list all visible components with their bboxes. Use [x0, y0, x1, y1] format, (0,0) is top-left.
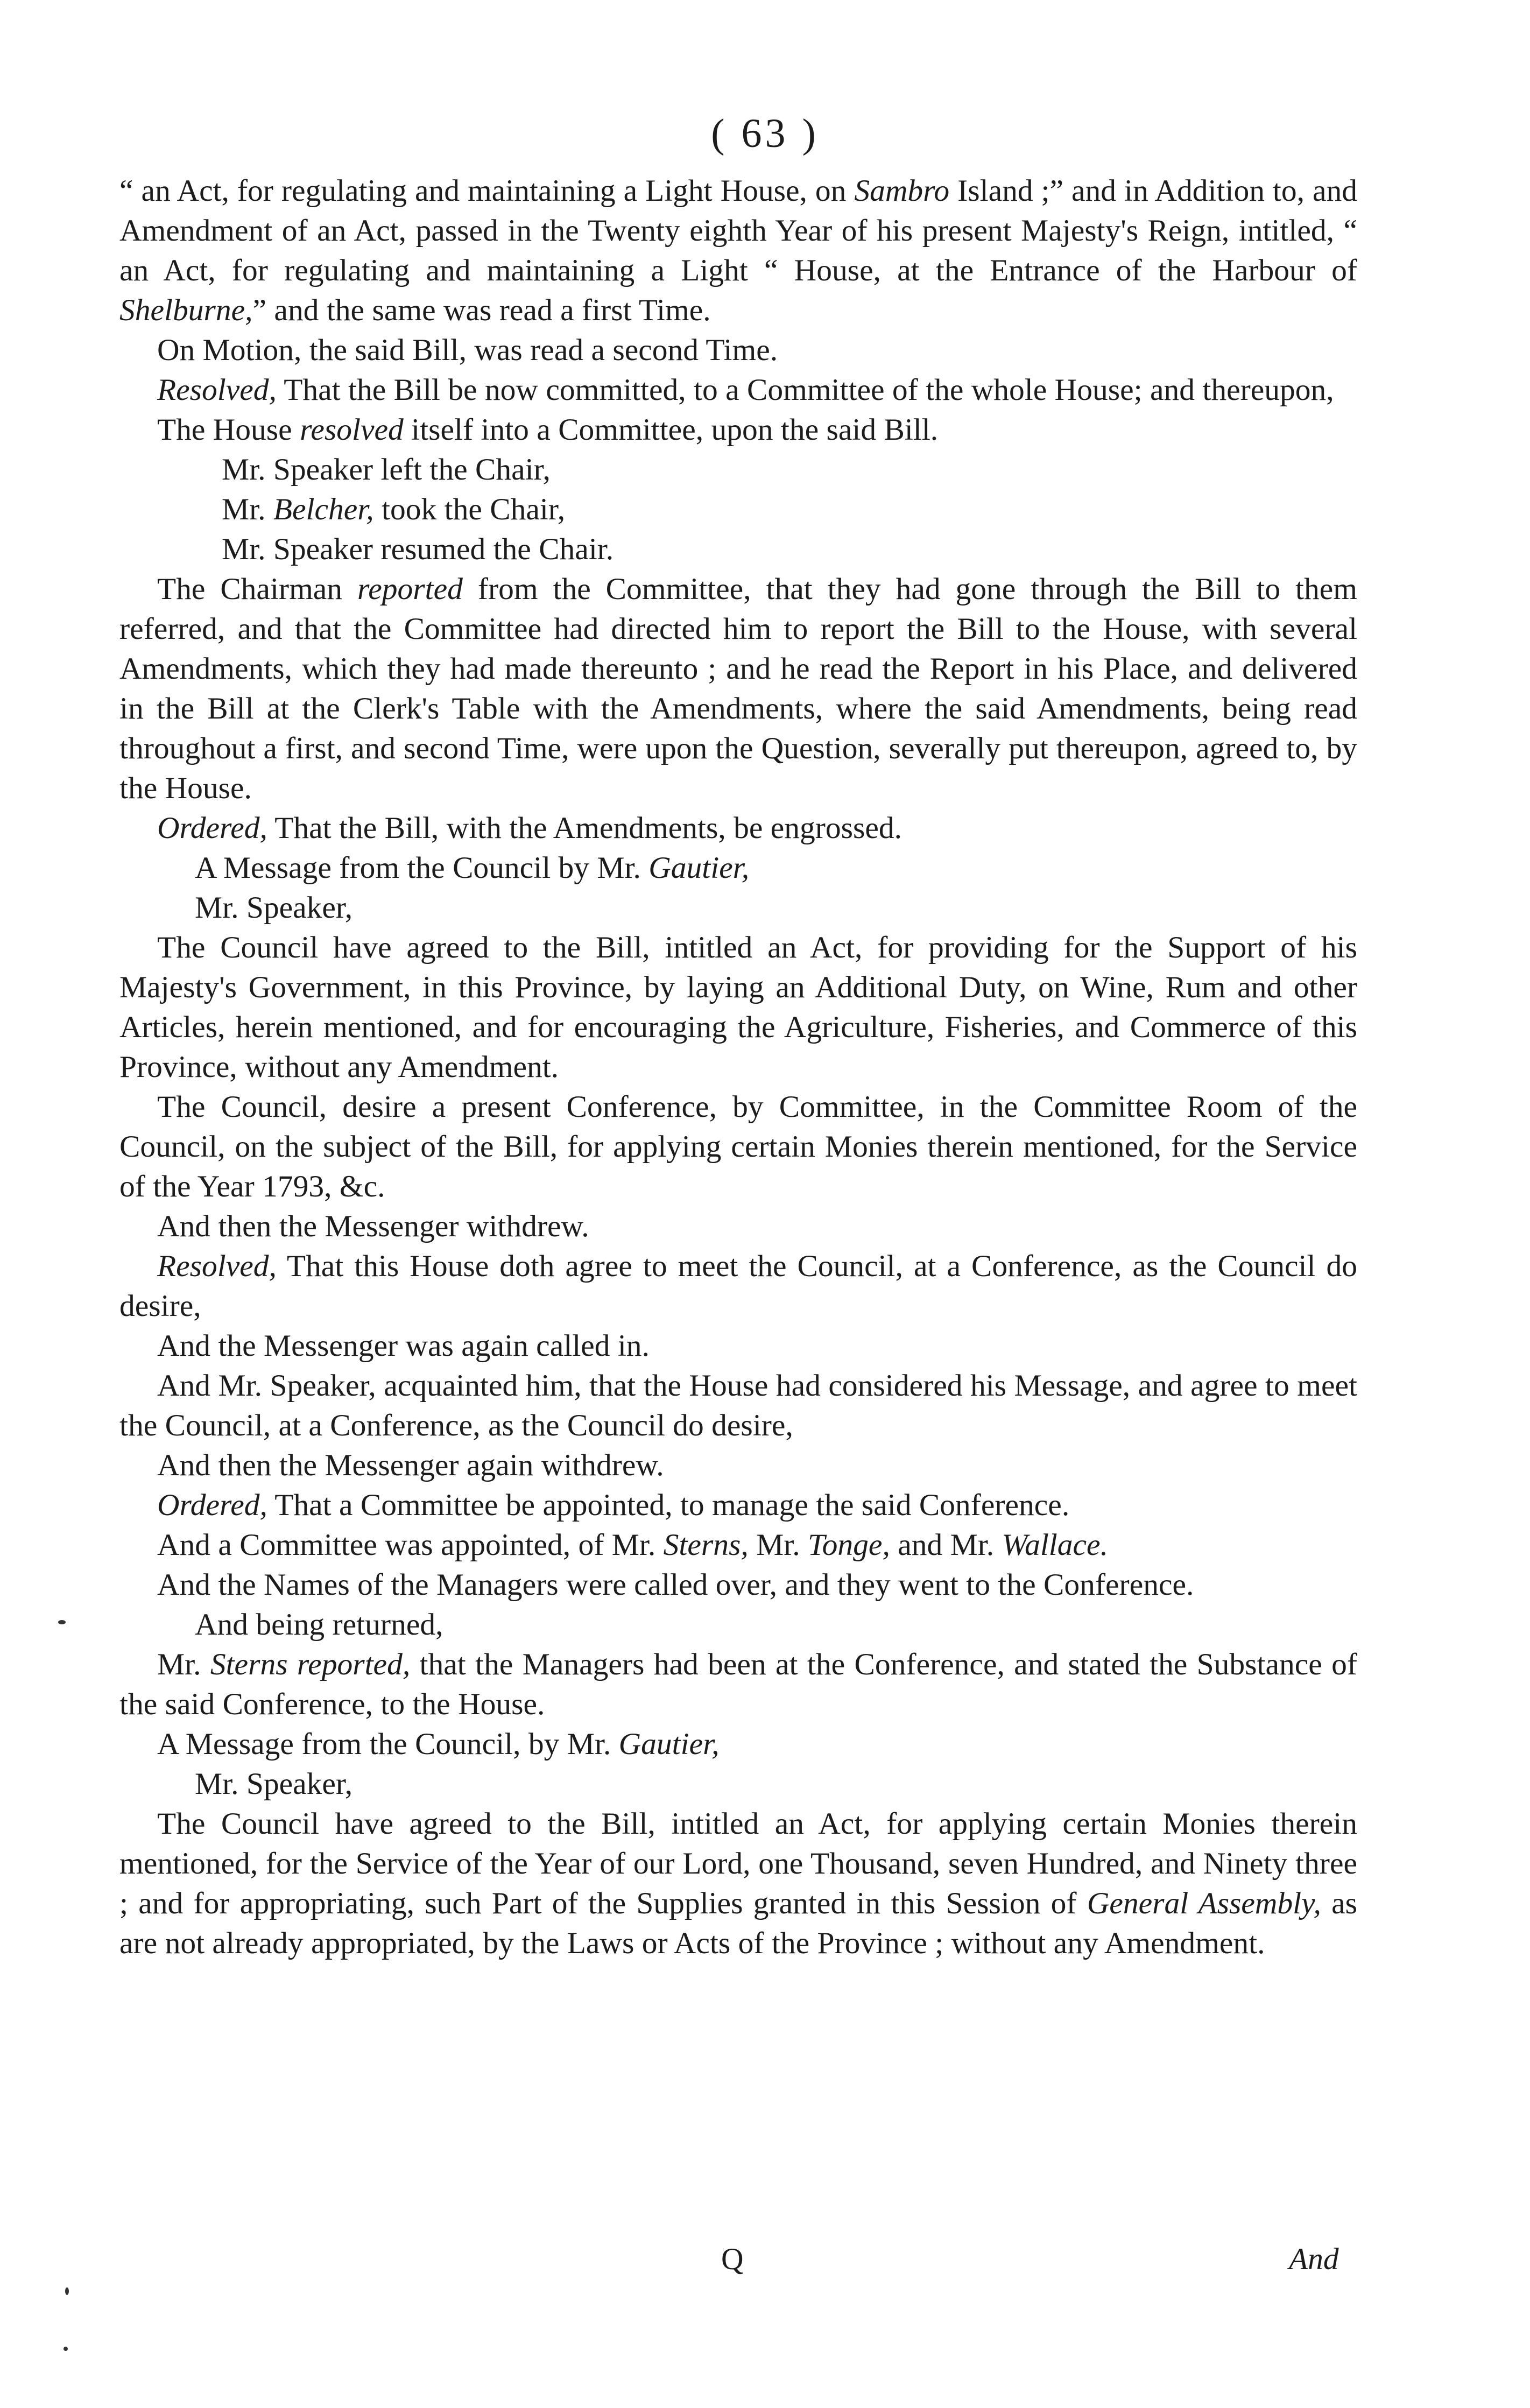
paragraph [119, 808, 1357, 848]
paragraph [119, 1565, 1357, 1605]
italic-text: Belcher, [273, 492, 374, 526]
italic-text: Sterns reported, [210, 1647, 411, 1681]
text-run: Mr. [748, 1528, 808, 1562]
text-run: that the Managers had been at the Conference, and stated the Substance of the said Conference, to the House. [119, 1647, 1358, 1721]
text-run: That this House doth agree to meet the Council, at a Conference, as the Council do desire, [119, 1249, 1357, 1323]
text-run: A Message from the Council by Mr. [195, 851, 649, 885]
italic-text: Ordered, [157, 1488, 267, 1522]
paragraph [119, 330, 1357, 370]
italic-text: Tonge, [807, 1528, 890, 1562]
italic-text: resolved [300, 413, 404, 447]
italic-text: Ordered, [157, 811, 267, 845]
text-run: A Message from the Council, by Mr. [157, 1727, 619, 1761]
page-footer [0, 2242, 1530, 2285]
text-run: Mr. Speaker resumed the Chair. [222, 532, 614, 566]
text-run: took the Chair, [373, 492, 566, 526]
text-run: The House [157, 413, 300, 447]
text-run: ” and the same was read a first Time. [252, 293, 711, 327]
text-run: Mr. Speaker, [195, 1767, 353, 1801]
text-run: And then the Messenger withdrew. [157, 1209, 589, 1243]
paragraph [119, 1207, 1357, 1247]
paragraph [119, 450, 1357, 490]
text-run: And Mr. Speaker, acquainted him, that the House had considered his Message, and agree to meet the Council, at a Conference, as the Council do desire, [119, 1369, 1357, 1442]
catchword: And [1289, 2242, 1339, 2276]
ink-speck [58, 1620, 66, 1624]
text-run: That a Committee be appointed, to manage the said Conference. [267, 1488, 1070, 1522]
italic-text: General Assembly, [1087, 1886, 1321, 1920]
text-run: And the Messenger was again called in. [157, 1329, 650, 1363]
italic-text: reported [357, 572, 463, 606]
paragraph [119, 1446, 1357, 1485]
paragraph [119, 1804, 1357, 1963]
page-number: ( 63 ) [711, 111, 819, 156]
text-run: Mr. [222, 492, 273, 526]
paragraph [119, 1247, 1357, 1326]
text-run: from the Committee, that they had gone through the Bill to them referred, and that the Committee had directed him to report the Bill to the House, with several Amendments, which they had made thereunto ; and he read the Report in his Place, and delivered in the Bill at the Clerk's Table with the Amendments, where the said Amendments, being read throughout a first, and second Time, were upon the Question, severally put thereupon, agreed to, by the House. [119, 572, 1358, 805]
text-run: And then the Messenger again withdrew. [157, 1448, 664, 1482]
paragraph [119, 848, 1357, 888]
text-run: The Council have agreed to the Bill, intitled an Act, for providing for the Support of his Majesty's Government, in this Province, by laying an Additional Duty, on Wine, Rum and other Articles, herein mentioned, and for encouraging the Agriculture, Fisheries, and Commerce of this Province, without any Amendment. [119, 931, 1357, 1084]
italic-text: Sterns, [663, 1528, 749, 1562]
text-run: Mr. Speaker, [195, 891, 353, 925]
paragraph [119, 410, 1357, 450]
paragraph [119, 370, 1357, 410]
italic-text: Gautier, [618, 1727, 720, 1761]
paragraph [119, 1485, 1357, 1525]
paragraph [119, 171, 1357, 330]
paragraph [119, 1764, 1357, 1804]
italic-text: Resolved, [157, 373, 277, 407]
text-run: And being returned, [195, 1608, 443, 1642]
paragraph [119, 569, 1357, 808]
italic-text: Wallace. [1002, 1528, 1108, 1562]
text-run: That the Bill be now committed, to a Committee of the whole House; and thereupon, [276, 373, 1334, 407]
text-run: as are not already appropriated, by the Laws or Acts of the Province ; without any Amendment. [119, 1886, 1357, 1960]
paragraph [119, 1087, 1357, 1207]
text-run: The Chairman [157, 572, 357, 606]
signature-mark: Q [721, 2242, 744, 2276]
ink-speck [65, 2287, 69, 2295]
text-run: “ an Act, for regulating and maintaining a Light House, on [119, 174, 855, 208]
text-run: Island ;” and in Addition to, and Amendment of an Act, passed in the Twenty eighth Year of his present Majesty's Reign, intitled, “ an Act, for regulating and maintaining a Light “ House, at the Entrance of the Harbour of [119, 174, 1357, 287]
paragraph [119, 1366, 1357, 1446]
journal-text [119, 171, 1357, 1963]
italic-text: Sambro [854, 174, 950, 208]
paragraph [119, 1724, 1357, 1764]
text-run: Mr. Speaker left the Chair, [222, 453, 551, 487]
paragraph [119, 490, 1357, 530]
text-run: That the Bill, with the Amendments, be engrossed. [267, 811, 903, 845]
italic-text: Shelburne, [119, 293, 253, 327]
text-run: and Mr. [890, 1528, 1002, 1562]
italic-text: Resolved, [157, 1249, 277, 1283]
paragraph [119, 1525, 1357, 1565]
paragraph [119, 888, 1357, 928]
paragraph [119, 1326, 1357, 1366]
text-run: The Council have agreed to the Bill, intitled an Act, for applying certain Monies therein mentioned, for the Service of the Year of our Lord, one Thousand, seven Hundred, and Ninety three ; and for appropriating, such Part of the Supplies granted in this Session of [119, 1807, 1357, 1920]
paragraph [119, 530, 1357, 569]
paragraph [119, 1605, 1357, 1645]
text-run: The Council, desire a present Conference, by Committee, in the Committee Room of the Council, on the subject of the Bill, for applying certain Monies therein mentioned, for the Service of the Year 1793, &c. [119, 1090, 1357, 1203]
text-run: And the Names of the Managers were called over, and they went to the Conference. [157, 1568, 1194, 1602]
text-run: On Motion, the said Bill, was read a second Time. [157, 333, 778, 367]
text-run: itself into a Committee, upon the said Bill. [403, 413, 939, 447]
paragraph [119, 928, 1357, 1087]
ink-speck [64, 2347, 68, 2351]
text-run: And a Committee was appointed, of Mr. [157, 1528, 664, 1562]
paragraph [119, 1645, 1357, 1724]
italic-text: Gautier, [648, 851, 750, 885]
text-run: Mr. [157, 1647, 210, 1681]
